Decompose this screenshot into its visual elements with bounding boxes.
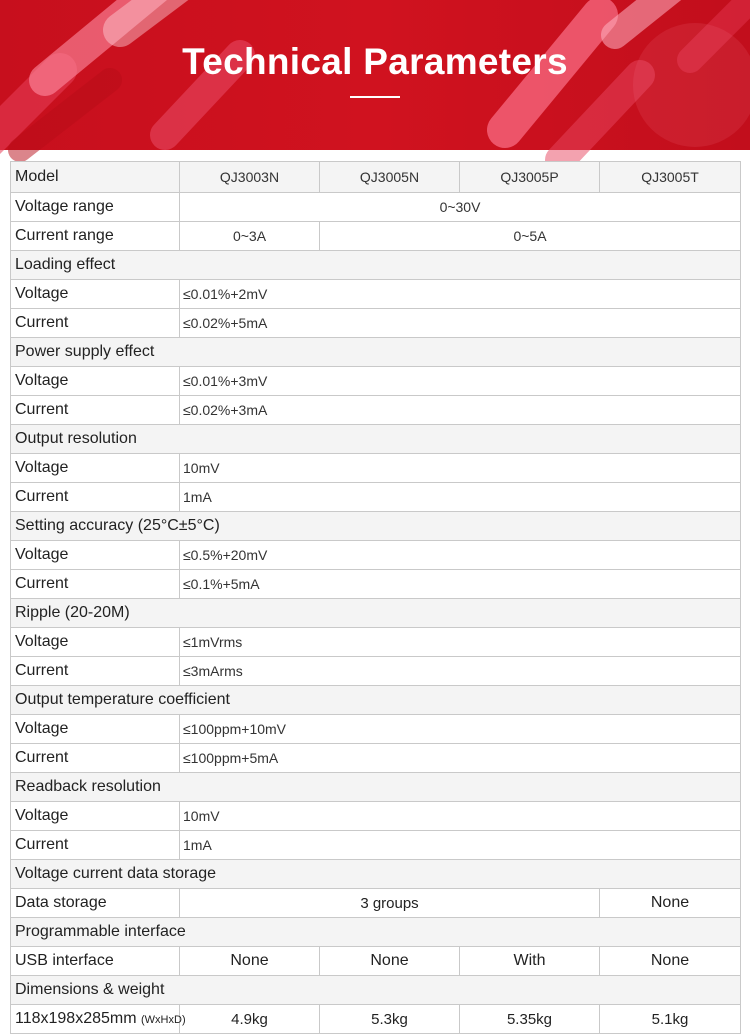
usb-interface-qj3005p: With	[460, 947, 600, 976]
usb-interface-qj3005n: None	[320, 947, 460, 976]
ripple-voltage-value: ≤1mVrms	[180, 628, 741, 657]
power-supply-effect-voltage-value: ≤0.01%+3mV	[180, 367, 741, 396]
model-qj3005p: QJ3005P	[460, 162, 600, 193]
section-row	[11, 425, 741, 454]
table-row	[11, 715, 741, 744]
weight-qj3005p: 5.35kg	[460, 1005, 600, 1034]
section-dimensions-weight: Dimensions & weight	[11, 976, 741, 1005]
model-qj3003n: QJ3003N	[180, 162, 320, 193]
section-output-temperature-coefficient: Output temperature coefficient	[11, 686, 741, 715]
table-row	[11, 454, 741, 483]
table-row	[11, 628, 741, 657]
title-underline	[350, 96, 400, 98]
section-row	[11, 512, 741, 541]
section-ripple: Ripple (20-20M)	[11, 599, 741, 628]
current-label: Current	[11, 309, 180, 338]
voltage-range-label: Voltage range	[11, 193, 180, 222]
table-row	[11, 831, 741, 860]
voltage-range-row	[11, 193, 741, 222]
voltage-label: Voltage	[11, 802, 180, 831]
temperature-coefficient-voltage-value: ≤100ppm+10mV	[180, 715, 741, 744]
page-title: Technical Parameters	[182, 41, 568, 82]
current-label: Current	[11, 483, 180, 512]
section-readback-resolution: Readback resolution	[11, 773, 741, 802]
current-range-row	[11, 222, 741, 251]
ripple-current-value: ≤3mArms	[180, 657, 741, 686]
current-label: Current	[11, 831, 180, 860]
voltage-label: Voltage	[11, 454, 180, 483]
readback-resolution-voltage-value: 10mV	[180, 802, 741, 831]
table-row	[11, 570, 741, 599]
section-data-storage: Voltage current data storage	[11, 860, 741, 889]
model-qj3005n: QJ3005N	[320, 162, 460, 193]
dimensions-label	[11, 1005, 186, 1034]
setting-accuracy-voltage-value: ≤0.5%+20mV	[180, 541, 741, 570]
voltage-label: Voltage	[11, 628, 180, 657]
table-row	[11, 889, 741, 918]
voltage-label: Voltage	[11, 715, 180, 744]
loading-effect-voltage-value: ≤0.01%+2mV	[180, 280, 741, 309]
current-label: Current	[11, 657, 180, 686]
table-row	[11, 657, 741, 686]
section-row	[11, 918, 741, 947]
table-row	[11, 1005, 741, 1034]
table-row	[11, 367, 741, 396]
current-label: Current	[11, 570, 180, 599]
readback-resolution-current-value: 1mA	[180, 831, 741, 860]
table-row	[11, 947, 741, 976]
weight-qj3005t: 5.1kg	[600, 1005, 741, 1034]
usb-interface-qj3005t: None	[600, 947, 741, 976]
model-row	[11, 162, 741, 193]
section-output-resolution: Output resolution	[11, 425, 741, 454]
section-row	[11, 599, 741, 628]
current-range-value-3a: 0~3A	[180, 222, 320, 251]
output-resolution-voltage-value: 10mV	[180, 454, 741, 483]
dimensions-unit: (WxHxD)	[141, 1014, 186, 1026]
current-label: Current	[11, 744, 180, 773]
setting-accuracy-current-value: ≤0.1%+5mA	[180, 570, 741, 599]
model-label: Model	[11, 162, 180, 193]
table-row	[11, 744, 741, 773]
table-row	[11, 483, 741, 512]
header-banner	[0, 0, 750, 150]
current-range-value-5a: 0~5A	[320, 222, 741, 251]
output-resolution-current-value: 1mA	[180, 483, 741, 512]
data-storage-none-value: None	[600, 889, 741, 918]
power-supply-effect-current-value: ≤0.02%+3mA	[180, 396, 741, 425]
table-row	[11, 280, 741, 309]
usb-interface-label: USB interface	[11, 947, 180, 976]
section-programmable-interface: Programmable interface	[11, 918, 741, 947]
section-row	[11, 686, 741, 715]
section-row	[11, 976, 741, 1005]
data-storage-groups-value: 3 groups	[180, 889, 600, 918]
voltage-range-value: 0~30V	[180, 193, 741, 222]
current-range-label: Current range	[11, 222, 180, 251]
section-loading-effect: Loading effect	[11, 251, 741, 280]
technical-parameters-table	[10, 161, 741, 1034]
table-row	[11, 541, 741, 570]
section-power-supply-effect: Power supply effect	[11, 338, 741, 367]
section-setting-accuracy: Setting accuracy (25°C±5°C)	[11, 512, 741, 541]
model-qj3005t: QJ3005T	[600, 162, 741, 193]
weight-qj3003n: 4.9kg	[180, 1005, 320, 1034]
data-storage-label: Data storage	[11, 889, 180, 918]
voltage-label: Voltage	[11, 541, 180, 570]
table-row	[11, 802, 741, 831]
dimensions-value: 118x198x285mm	[15, 1010, 137, 1027]
weight-qj3005n: 5.3kg	[320, 1005, 460, 1034]
usb-interface-qj3003n: None	[180, 947, 320, 976]
table-row	[11, 396, 741, 425]
voltage-label: Voltage	[11, 280, 180, 309]
table-row	[11, 309, 741, 338]
section-row	[11, 773, 741, 802]
section-row	[11, 251, 741, 280]
temperature-coefficient-current-value: ≤100ppm+5mA	[180, 744, 741, 773]
section-row	[11, 338, 741, 367]
current-label: Current	[11, 396, 180, 425]
loading-effect-current-value: ≤0.02%+5mA	[180, 309, 741, 338]
voltage-label: Voltage	[11, 367, 180, 396]
section-row	[11, 860, 741, 889]
